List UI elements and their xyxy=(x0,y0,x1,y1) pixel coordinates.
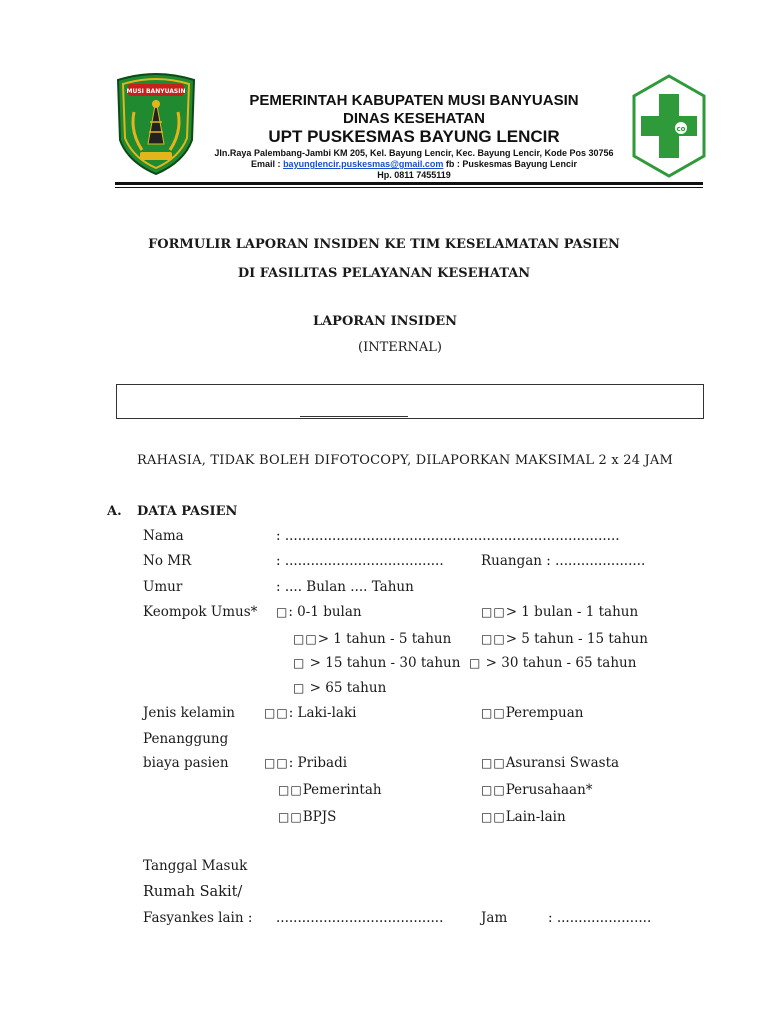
musi-banyuasin-logo xyxy=(114,72,198,176)
age-option-4[interactable]: □□> 5 tahun - 15 tahun xyxy=(481,631,648,647)
age-option-2[interactable]: □□> 1 bulan - 1 tahun xyxy=(481,604,639,620)
report-type: (INTERNAL) xyxy=(358,340,442,355)
checkbox-icon: □□ xyxy=(481,706,506,720)
section-number: A. xyxy=(107,504,122,519)
form-title: FORMULIR LAPORAN INSIDEN KE TIM KESELAMATAN PASIEN xyxy=(148,237,620,252)
checkbox-icon: □□ xyxy=(264,756,289,770)
umur-field[interactable]: : .... Bulan .... Tahun xyxy=(276,579,414,595)
section-a-heading xyxy=(107,504,237,519)
checkbox-icon: □□ xyxy=(481,605,506,619)
jam-field[interactable]: : ...................... xyxy=(548,910,652,926)
payer-option-bpjs[interactable]: □□BPJS xyxy=(278,809,337,825)
checkbox-icon: □□ xyxy=(293,632,318,646)
fasyankes-label: Fasyankes lain : xyxy=(143,910,253,926)
nama-field[interactable]: : .............................................................................. xyxy=(276,528,620,544)
payer-option-pribadi[interactable]: □□: Pribadi xyxy=(264,755,348,771)
section-title: DATA PASIEN xyxy=(137,504,238,519)
payer-option-lain[interactable]: □□Lain-lain xyxy=(481,809,566,825)
svg-text:MUSI BANYUASIN: MUSI BANYUASIN xyxy=(126,88,186,95)
letterhead-divider-thick xyxy=(115,182,703,185)
checkbox-icon: □□ xyxy=(481,783,506,797)
ruangan-field[interactable]: Ruangan : ..................... xyxy=(481,553,646,569)
age-option-3[interactable]: □□> 1 tahun - 5 tahun xyxy=(293,631,452,647)
box-underline xyxy=(300,416,408,417)
email-link[interactable]: bayunglencir.puskesmas@gmail.com xyxy=(283,159,444,169)
rumah-sakit-label: Rumah Sakit/ xyxy=(143,884,243,900)
tanggal-masuk-field[interactable]: ....................................... xyxy=(276,910,444,926)
payer-option-pemerintah[interactable]: □□Pemerintah xyxy=(278,782,382,798)
payer-option-asuransi[interactable]: □□Asuransi Swasta xyxy=(481,755,620,771)
age-option-5[interactable]: □ > 15 tahun - 30 tahun xyxy=(293,655,461,671)
report-title: LAPORAN INSIDEN xyxy=(312,314,458,329)
facebook-text: fb : Puskesmas Bayung Lencir xyxy=(443,159,577,169)
checkbox-icon: □□ xyxy=(278,783,303,797)
letterhead-institution: UPT PUSKESMAS BAYUNG LENCIR xyxy=(268,127,560,146)
puskesmas-logo xyxy=(632,74,706,178)
tanggal-masuk-label: Tanggal Masuk xyxy=(143,858,248,874)
checkbox-icon: □ xyxy=(276,605,289,619)
checkbox-icon: □□ xyxy=(481,632,506,646)
form-subtitle: DI FASILITAS PELAYANAN KESEHATAN xyxy=(237,266,531,281)
penanggung-label: Penanggung xyxy=(143,731,229,747)
gender-option-female[interactable]: □□Perempuan xyxy=(481,705,584,721)
letterhead-government: PEMERINTAH KABUPATEN MUSI BANYUASIN xyxy=(249,92,579,109)
letterhead-contact xyxy=(200,159,628,169)
gender-option-male[interactable]: □□: Laki-laki xyxy=(264,705,357,721)
letterhead-department: DINAS KESEHATAN xyxy=(343,110,485,127)
nama-label: Nama xyxy=(143,528,184,544)
letterhead-divider-thin xyxy=(115,187,703,188)
checkbox-icon: □□ xyxy=(481,810,506,824)
letterhead-phone: Hp. 0811 7455119 xyxy=(377,170,451,180)
email-label: Email : xyxy=(251,159,284,169)
letterhead-address: Jln.Raya Palembang-Jambi KM 205, Kel. Bayung Lencir, Kec. Bayung Lencir, Kode Pos 30756 xyxy=(214,148,614,158)
payer-option-perusahaan[interactable]: □□Perusahaan* xyxy=(481,782,593,798)
nomr-label: No MR xyxy=(143,553,192,569)
checkbox-icon: □ xyxy=(469,656,482,670)
nomr-field[interactable]: : ..................................... xyxy=(276,553,444,569)
checkbox-icon: □□ xyxy=(278,810,303,824)
kelompok-umur-label: Keompok Umus* xyxy=(143,604,258,620)
confidential-notice: RAHASIA, TIDAK BOLEH DIFOTOCOPY, DILAPORKAN MAKSIMAL 2 x 24 JAM xyxy=(137,453,674,468)
jenis-kelamin-label: Jenis kelamin xyxy=(143,705,235,721)
age-option-1[interactable]: □: 0-1 bulan xyxy=(276,604,362,620)
checkbox-icon: □□ xyxy=(481,756,506,770)
jam-label: Jam xyxy=(481,910,508,926)
svg-text:co: co xyxy=(676,125,686,133)
age-option-6[interactable]: □ > 30 tahun - 65 tahun xyxy=(469,655,637,671)
age-option-7[interactable]: □ > 65 tahun xyxy=(293,680,387,696)
checkbox-icon: □□ xyxy=(264,706,289,720)
umur-label: Umur xyxy=(143,579,183,595)
checkbox-icon: □ xyxy=(293,656,306,670)
checkbox-icon: □ xyxy=(293,681,306,695)
blank-box[interactable] xyxy=(116,384,704,419)
biaya-pasien-label: biaya pasien xyxy=(143,755,229,771)
